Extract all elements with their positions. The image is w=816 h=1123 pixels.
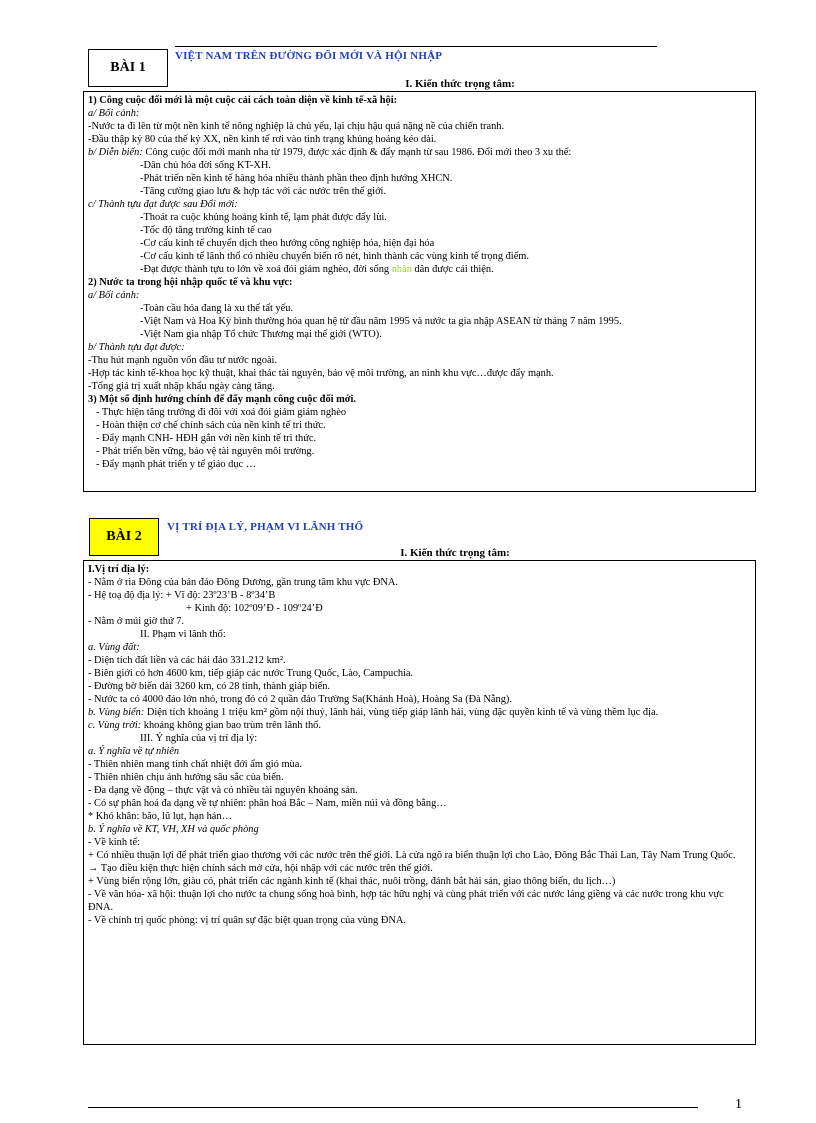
l1-e3: -Tổng giá trị xuất nhập khẩu ngày càng tăng. <box>88 381 275 392</box>
lesson-1-title: VIỆT NAM TRÊN ĐƯỜNG ĐỔI MỚI VÀ HỘI NHẬP <box>175 50 443 62</box>
l2-q4: - Nước ta có 4000 đảo lớn nhỏ, trong đó có 2 quần đảo Trường Sa(Khánh Hoà), Hoàng Sa (Đà Nẵng). <box>88 694 512 705</box>
l1-d3: -Việt Nam gia nhập Tổ chức Thương mại thế giới (WTO). <box>140 329 382 340</box>
lesson-2-content <box>83 560 756 1045</box>
l2-c-label: c. Vùng trời: <box>88 720 142 731</box>
l2-n2: - Thiên nhiên chịu ảnh hưởng sâu sắc của biển. <box>88 772 284 783</box>
l1-f5: - Đẩy mạnh phát triển y tế giáo dục … <box>96 459 257 470</box>
lesson-2-section: I. Kiến thức trọng tâm: <box>400 547 510 559</box>
l1-f4: - Phát triển bền vững, bảo vệ tài nguyên môi trường. <box>96 446 315 457</box>
l2-k3: → Tạo điều kiện thực hiện chính sách mở cửa, hội nhập với các nước trên thế giới. <box>88 863 433 874</box>
l1-heading-3: 3) Một số định hướng chính để đẩy mạnh công cuộc đổi mới. <box>88 394 357 405</box>
l1-f3: - Đẩy mạnh CNH- HĐH gắn với nền kinh tế tri thức. <box>96 433 317 444</box>
lesson-1-content <box>83 91 756 492</box>
lesson-2-badge: BÀI 2 <box>89 518 159 556</box>
top-rule <box>175 46 657 47</box>
l2-heading-3: III. Ý nghĩa của vị trí địa lý: <box>140 733 258 744</box>
l1-a-label: a/ Bối cảnh: <box>88 108 140 119</box>
l2-c-text: khoảng không gian bao trùm trên lãnh thổ. <box>141 720 321 731</box>
l1-heading-1: 1) Công cuộc đổi mới là một cuộc cải cách toàn diện về kinh tế-xã hội: <box>88 95 398 106</box>
l2-a-label: a. Vùng đất: <box>88 642 140 653</box>
l2-k5: - Về văn hóa- xã hội: thuận lợi cho nước ta chung sống hoà bình, hợp tác hữu nghị và cùng phát triển với các nước láng giềng và các nước trong khu vực ĐNA. <box>88 889 724 913</box>
l1-b-label: b/ Diễn biến: <box>88 147 143 158</box>
l2-k4: + Vùng biển rộng lớn, giàu có, phát triển các ngành kinh tế (khai thác, nuôi trồng, đánh bắt hải sản, giao thông biển, du lịch…) <box>88 876 616 887</box>
lesson-1-section: I. Kiến thức trọng tâm: <box>405 78 515 90</box>
l1-a1: -Nước ta đi lên từ một nền kinh tế nông nghiệp là chủ yếu, lại chịu hậu quả nặng nề của chiến tranh. <box>88 121 505 132</box>
l2-n5: * Khó khăn: bão, lũ lụt, hạn hán… <box>88 811 233 822</box>
l1-d1: -Toàn cầu hóa đang là xu thế tất yếu. <box>140 303 294 314</box>
l1-c1: -Thoát ra cuộc khủng hoảng kinh tế, lạm phát được đẩy lùi. <box>140 212 387 223</box>
l2-k6: - Về chính trị quốc phòng: vị trí quân sự đặc biệt quan trọng của vùng ĐNA. <box>88 915 406 926</box>
l2-p1: - Nằm ở rìa Đông của bán đảo Đông Dương, gần trung tâm khu vực ĐNA. <box>88 577 398 588</box>
l2-heading-2: II. Phạm vi lãnh thổ: <box>140 629 226 640</box>
l1-b-line <box>88 146 751 159</box>
l2-p2: - Hệ toạ độ địa lý: + Vĩ độ: 23º23’B - 8º34’B <box>88 590 276 601</box>
l2-n4: - Có sự phân hoá đa dạng về tự nhiên: phân hoá Bắc – Nam, miền núi và đồng bằng… <box>88 798 447 809</box>
l2-n1: - Thiên nhiên mang tính chất nhiệt đới ẩm gió mùa. <box>88 759 302 770</box>
l2-n-label: a. Ý nghĩa về tự nhiên <box>88 746 180 757</box>
l2-q3: - Đường bờ biển dài 3260 km, có 28 tỉnh, thành giáp biển. <box>88 681 331 692</box>
l1-f1: - Thực hiện tăng trưởng đi đôi với xoá đói giảm giảm nghèo <box>96 407 347 418</box>
l2-b-label: b. Vùng biển: <box>88 707 145 718</box>
l1-f2: - Hoàn thiện cơ chế chính sách của nền kinh tế tri thức. <box>96 420 326 431</box>
l1-c5-b: dân được cải thiện. <box>411 264 494 275</box>
l2-b-line <box>88 706 751 719</box>
footer-rule <box>88 1107 698 1108</box>
l2-k-label: b. Ý nghĩa về KT, VH, XH và quốc phòng <box>88 824 259 835</box>
l1-b1: -Dân chủ hóa đời sống KT-XH. <box>140 160 271 171</box>
l1-c3: -Cơ cấu kinh tế chuyển dịch theo hướng công nghiệp hóa, hiện đại hóa <box>140 238 435 249</box>
l1-e1: -Thu hút mạnh nguồn vốn đầu tư nước ngoài. <box>88 355 278 366</box>
l1-c5-highlight: nhân <box>391 264 412 275</box>
l1-d2: -Việt Nam và Hoa Kỳ bình thường hóa quan hệ từ đầu năm 1995 và nước ta gia nhập ASEAN từ tháng 7 năm 1995. <box>140 316 622 327</box>
l2-q1: - Diện tích đất liền và các hải đảo 331.212 km². <box>88 655 286 666</box>
l1-e2: -Hợp tác kinh tế-khoa học kỹ thuật, khai thác tài nguyên, bảo vệ môi trường, an ninh khu vực…được đẩy mạnh. <box>88 368 554 379</box>
l1-heading-2: 2) Nước ta trong hội nhập quốc tế và khu vực: <box>88 277 293 288</box>
l1-c5-a: -Đạt được thành tựu to lớn về xoá đói giảm nghèo, đời sống <box>140 264 392 275</box>
l2-heading-1: I.Vị trí địa lý: <box>88 564 150 575</box>
l1-c5 <box>88 263 751 276</box>
l1-b-text: Công cuộc đổi mới manh nha từ 1979, được xác định & đẩy mạnh từ sau 1986. Đổi mới theo 3 xu thế: <box>142 147 572 158</box>
l1-c2: -Tốc độ tăng trưởng kinh tế cao <box>140 225 272 236</box>
l1-b2-label: b/ Thành tựu đạt được: <box>88 342 185 353</box>
l1-b3: -Tăng cường giao lưu & hợp tác với các nước trên thế giới. <box>140 186 387 197</box>
l2-k1: - Về kinh tế: <box>88 837 141 848</box>
l2-p3: + Kinh độ: 102º09’Đ - 109º24’Đ <box>186 603 323 614</box>
l2-p4: - Nằm ở múi giờ thứ 7. <box>88 616 184 627</box>
l1-a2: -Đầu thập kỷ 80 của thế kỷ XX, nền kinh tế rơi vào tình trạng khủng hoảng kéo dài. <box>88 134 437 145</box>
l2-b-text: Diện tích khoảng 1 triệu km² gồm nội thuỷ, lãnh hải, vùng tiếp giáp lãnh hải, vùng đặc quyền kinh tế và vùng thềm lục địa. <box>144 707 659 718</box>
l2-n3: - Đa dạng về động – thực vật và có nhiều tài nguyên khoáng sản. <box>88 785 358 796</box>
l1-b2: -Phát triển nền kinh tế hàng hóa nhiều thành phần theo định hướng XHCN. <box>140 173 453 184</box>
l1-c-label: c/ Thành tựu đạt được sau Đổi mới: <box>88 199 238 210</box>
l1-c4: -Cơ cấu kinh tế lãnh thổ có nhiều chuyển biến rõ nét, hình thành các vùng kinh tế trọng điểm. <box>140 251 529 262</box>
l2-c-line <box>88 719 751 732</box>
page-number: 1 <box>735 1097 742 1112</box>
lesson-1-badge: BÀI 1 <box>88 49 168 87</box>
lesson-2-title: VỊ TRÍ ĐỊA LÝ, PHẠM VI LÃNH THỔ <box>167 521 364 533</box>
l2-k2: + Có nhiều thuận lợi để phát triển giao thương với các nước trên thế giới. Là cửa ngõ ra biển thuận lợi cho Lào, Đông Bắc Thái Lan, Tây Nam Trung Quốc. <box>88 850 736 861</box>
l1-a2-label: a/ Bối cảnh: <box>88 290 140 301</box>
l2-q2: - Biên giới có hơn 4600 km, tiếp giáp các nước Trung Quốc, Lào, Campuchia. <box>88 668 414 679</box>
